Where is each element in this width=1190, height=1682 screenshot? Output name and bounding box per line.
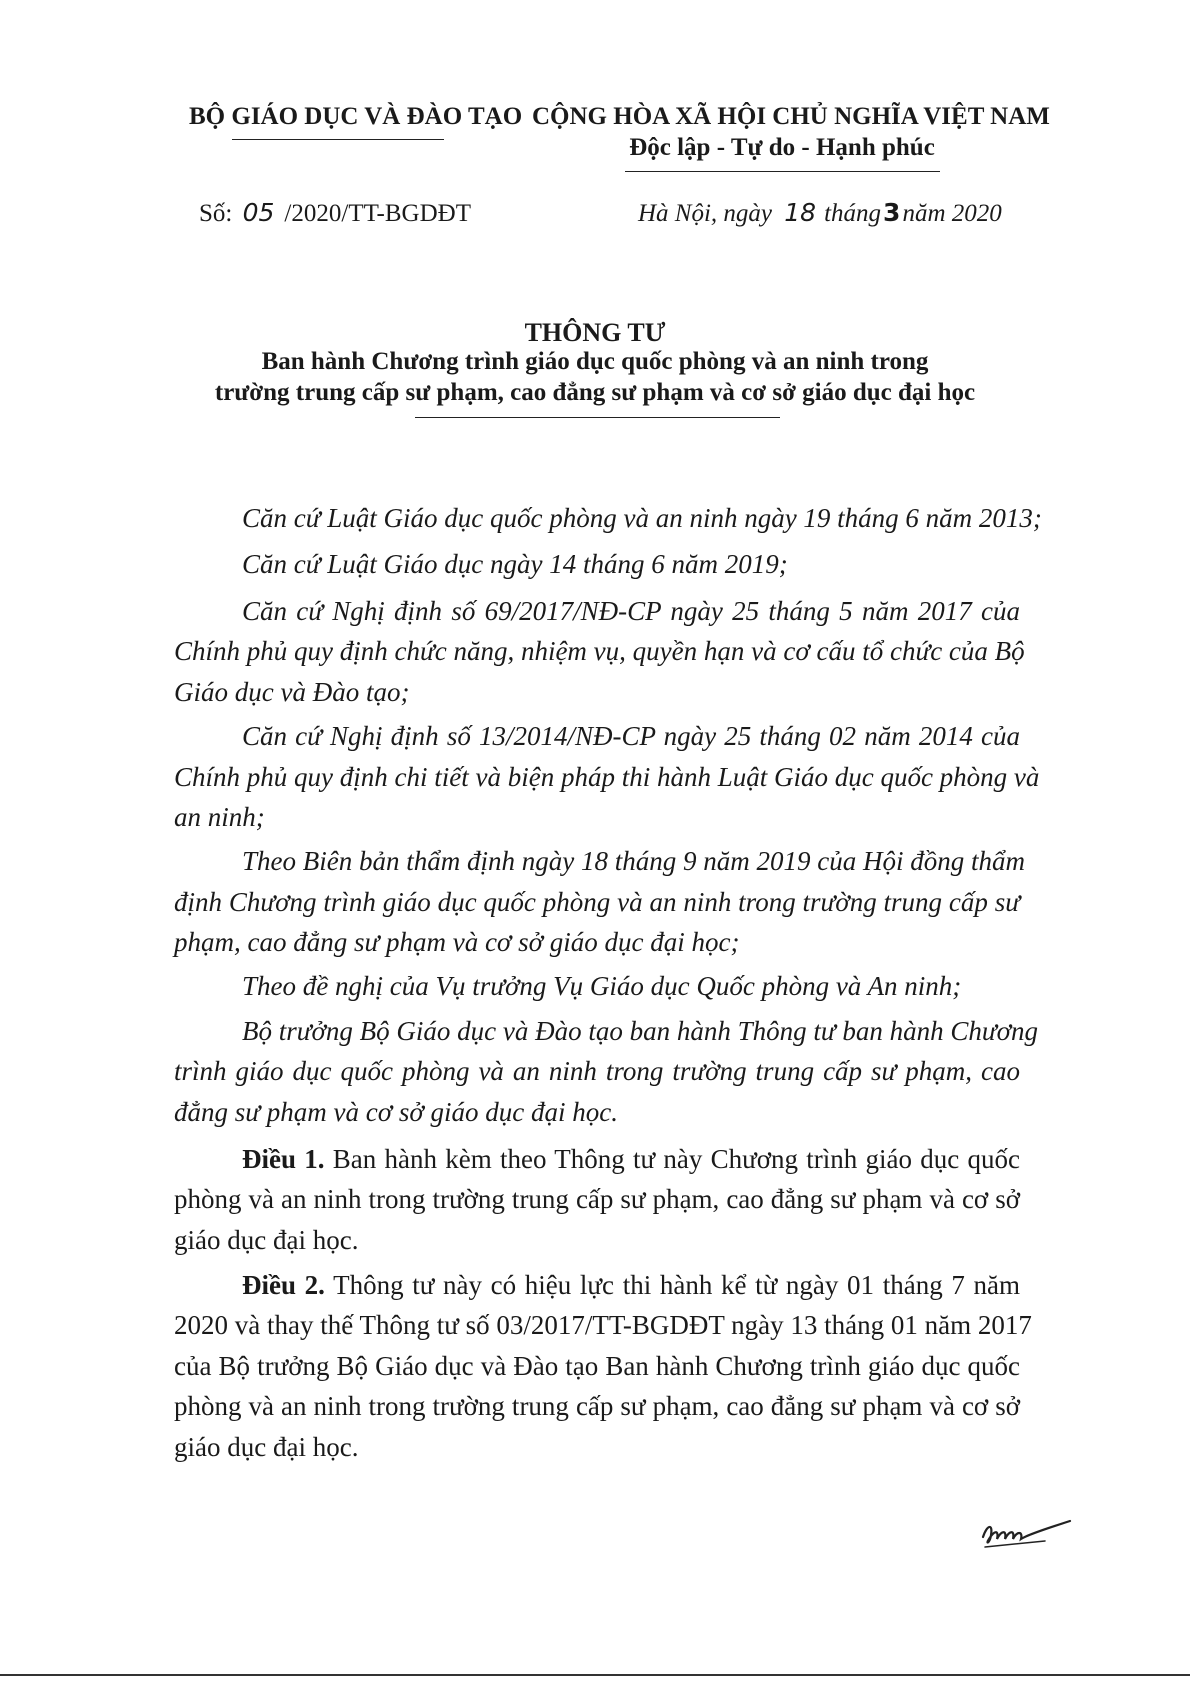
preamble-line: Căn cứ Nghị định số 13/2014/NĐ-CP ngày 25 tháng 02 năm 2014 của	[242, 721, 1020, 751]
ministry-name: BỘ GIÁO DỤC VÀ ĐÀO TẠO	[189, 103, 523, 130]
handwritten-initials-icon	[975, 1515, 1075, 1555]
preamble-line: Chính phủ quy định chi tiết và biện pháp thi hành Luật Giáo dục quốc phòng và	[174, 762, 1040, 792]
preamble-line: Giáo dục và Đào tạo;	[174, 677, 410, 707]
article-2-line: phòng và an ninh trong trường trung cấp sư phạm, cao đẳng sư phạm và cơ sở	[174, 1391, 1020, 1421]
preamble-line: Chính phủ quy định chức năng, nhiệm vụ, quyền hạn và cơ cấu tổ chức của Bộ	[174, 636, 1025, 666]
ministry-underline	[232, 139, 444, 140]
preamble-line: trình giáo dục quốc phòng và an ninh trong trường trung cấp sư phạm, cao	[174, 1056, 1020, 1086]
preamble-line: phạm, cao đẳng sư phạm và cơ sở giáo dục đại học;	[174, 927, 740, 957]
article-2-line: 2020 và thay thế Thông tư số 03/2017/TT-BGDĐT ngày 13 tháng 01 năm 2017	[174, 1310, 1032, 1340]
date-month-prefix: tháng	[824, 200, 882, 227]
preamble-line: Căn cứ Luật Giáo dục quốc phòng và an ninh ngày 19 tháng 6 năm 2013;	[242, 503, 1042, 533]
article-2-line: của Bộ trưởng Bộ Giáo dục và Đào tạo Ban hành Chương trình giáo dục quốc	[174, 1351, 1020, 1381]
number-prefix: Số:	[199, 200, 233, 227]
number-handwritten: 05	[242, 198, 275, 227]
article-1-label: Điều 1.	[242, 1144, 325, 1174]
preamble-line: Căn cứ Luật Giáo dục ngày 14 tháng 6 năm 2019;	[242, 549, 788, 579]
date-month-handwritten: 3	[883, 198, 901, 227]
preamble-line: Bộ trưởng Bộ Giáo dục và Đào tạo ban hành Thông tư ban hành Chương	[242, 1016, 1038, 1046]
page-bottom-border	[0, 1674, 1190, 1676]
preamble-line: Căn cứ Nghị định số 69/2017/NĐ-CP ngày 25 tháng 5 năm 2017 của	[242, 596, 1020, 626]
article-2-label: Điều 2.	[242, 1270, 325, 1300]
document-type: THÔNG TƯ	[524, 318, 666, 347]
republic-name: CỘNG HÒA XÃ HỘI CHỦ NGHĨA VIỆT NAM	[532, 103, 1050, 130]
article-1-line: giáo dục đại học.	[174, 1225, 359, 1255]
preamble-line: Theo đề nghị của Vụ trưởng Vụ Giáo dục Quốc phòng và An ninh;	[242, 971, 962, 1001]
title-underline	[415, 417, 780, 418]
article-1-line: phòng và an ninh trong trường trung cấp sư phạm, cao đẳng sư phạm và cơ sở	[174, 1184, 1020, 1214]
title-line-2: trường trung cấp sư phạm, cao đẳng sư phạm và cơ sở giáo dục đại học	[214, 379, 976, 406]
date-day-handwritten: 18	[784, 198, 817, 227]
date-place: Hà Nội, ngày	[638, 200, 773, 227]
issue-date	[638, 198, 1002, 228]
article-2-line: Điều 2. Thông tư này có hiệu lực thi hành kể từ ngày 01 tháng 7 năm	[242, 1270, 1020, 1300]
document-number	[199, 198, 471, 228]
article-1-line: Điều 1. Ban hành kèm theo Thông tư này Chương trình giáo dục quốc	[242, 1144, 1020, 1174]
motto-underline	[625, 171, 940, 172]
preamble-line: Theo Biên bản thẩm định ngày 18 tháng 9 năm 2019 của Hội đồng thẩm	[242, 846, 1025, 876]
title-line-1: Ban hành Chương trình giáo dục quốc phòng và an ninh trong	[261, 348, 929, 375]
date-year: năm 2020	[902, 200, 1002, 227]
preamble-line: định Chương trình giáo dục quốc phòng và an ninh trong trường trung cấp sư	[174, 887, 1020, 917]
article-2-line: giáo dục đại học.	[174, 1432, 359, 1462]
number-suffix: /2020/TT-BGDĐT	[284, 200, 471, 227]
preamble-line: đẳng sư phạm và cơ sở giáo dục đại học.	[174, 1097, 618, 1127]
national-motto: Độc lập - Tự do - Hạnh phúc	[629, 134, 935, 161]
preamble-line: an ninh;	[174, 802, 265, 832]
